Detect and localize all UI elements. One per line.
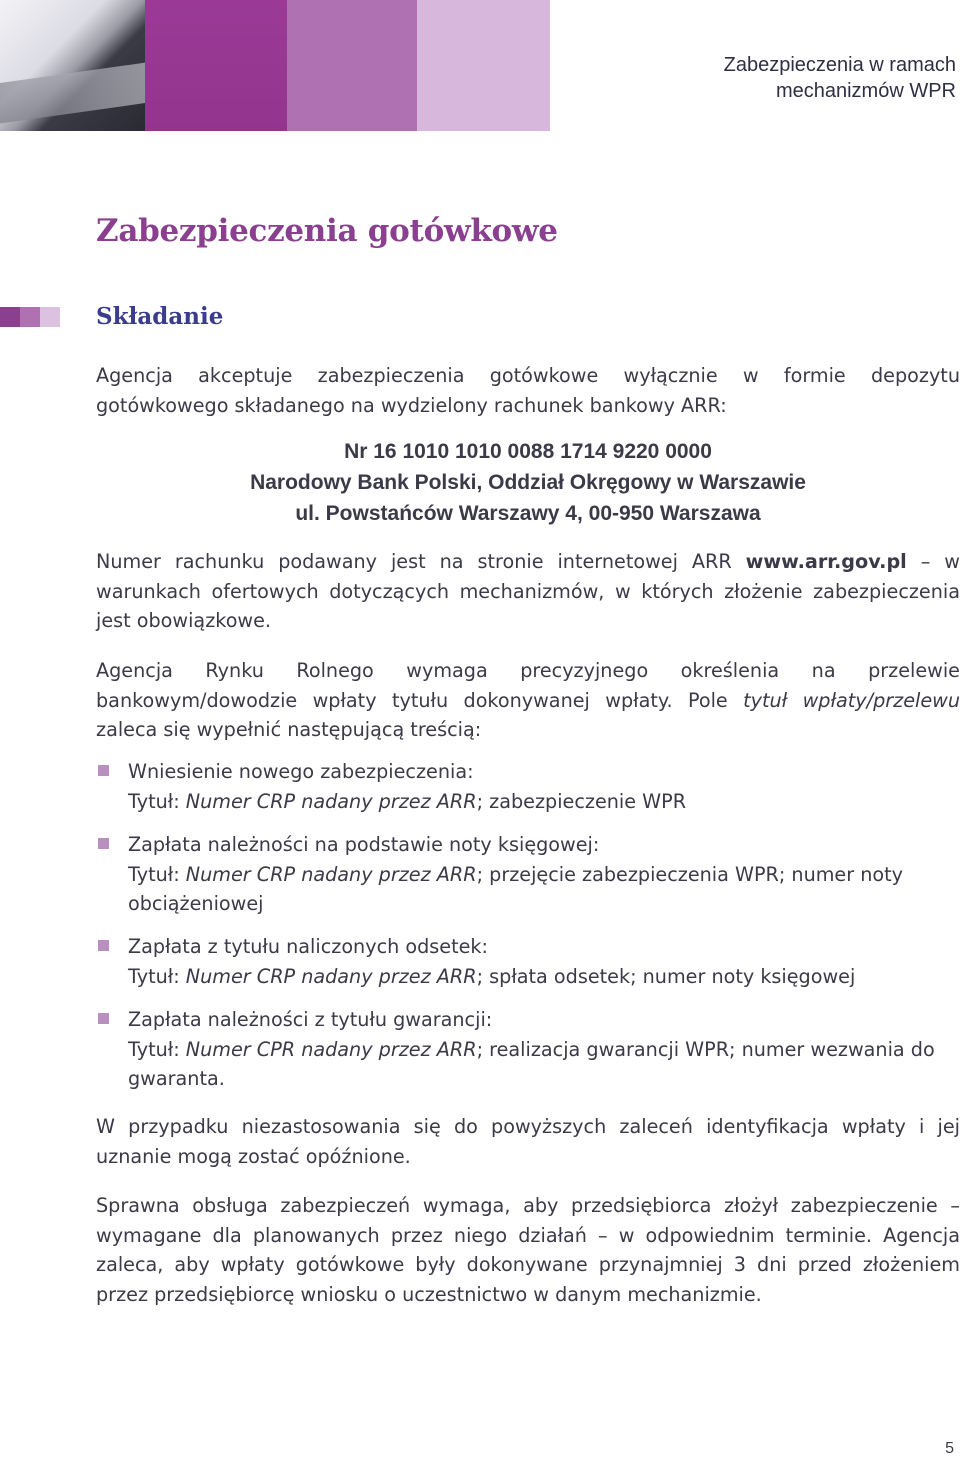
account-info-text-continued: – w warunkach ofertowych dotyczących mechanizmów, w których złożenie zabezpieczenia jest obowiązkowe. xyxy=(96,550,960,632)
bullet-square-icon xyxy=(98,1013,109,1024)
list-item-text xyxy=(128,757,960,816)
page-number: 5 xyxy=(945,1440,954,1457)
bullet-square-icon xyxy=(98,765,109,776)
arr-website-link[interactable]: www.arr.gov.pl xyxy=(745,550,907,573)
page-title: Zabezpieczenia gotówkowe xyxy=(96,213,558,249)
title-placeholder: Numer CPR nadany przez ARR xyxy=(185,1037,477,1061)
list-item-heading: Wniesienie nowego zabezpieczenia: xyxy=(128,760,474,783)
list-item xyxy=(96,932,960,991)
title-rest: ; przejęcie zabezpieczenia WPR; numer noty obciążeniowej xyxy=(128,862,904,915)
title-placeholder: Numer CRP nadany przez ARR xyxy=(185,789,477,813)
list-item-title-line xyxy=(128,1035,960,1094)
bank-address: ul. Powstańców Warszawy 4, 00-950 Warszawa xyxy=(295,502,761,525)
list-item-heading: Zapłata należności na podstawie noty księgowej: xyxy=(128,833,600,856)
warning-paragraph: W przypadku niezastosowania się do powyższych zaleceń identyfikacja wpłaty i jej uznanie mogą zostać opóźnione. xyxy=(96,1115,960,1168)
section-marker-square-mid xyxy=(20,307,40,327)
list-item-heading: Zapłata należności z tytułu gwarancji: xyxy=(128,1008,493,1031)
running-title-line1: Zabezpieczenia w ramach xyxy=(723,54,956,76)
closing-paragraph: Sprawna obsługa zabezpieczeń wymaga, aby przedsiębiorca złożył zabezpieczenie – wymagane dla planowanych przez niego działań – w odpowiednim terminie. Agencja zaleca, aby wpłaty gotówkowe były dokonywane przynajmniej 3 dni przed złożeniem przez przedsiębiorcę wniosku o uczestnictwo w danym mechanizmie. xyxy=(96,1194,960,1306)
account-info-text: Numer rachunku podawany jest na stronie internetowej ARR xyxy=(96,550,746,573)
list-item-text xyxy=(128,1005,960,1094)
title-placeholder: Numer CRP nadany przez ARR xyxy=(185,964,477,988)
transfer-info-paragraph xyxy=(96,656,960,745)
header-banner-image xyxy=(0,0,145,131)
list-item-text xyxy=(128,932,960,991)
title-prefix: Tytuł: xyxy=(128,789,186,813)
title-rest: ; zabezpieczenie WPR xyxy=(476,789,687,813)
header-banner-block-purple xyxy=(145,0,287,131)
transfer-info-text: Agencja Rynku Rolnego wymaga precyzyjnego określenia na przelewie bankowym/dowodzie wpłaty tytułu dokonywanej wpłaty. Pole xyxy=(96,659,960,712)
header-banner-block-violet xyxy=(287,0,417,131)
intro-paragraph: Agencja akceptuje zabezpieczenia gotówkowe wyłącznie w formie depozytu gotówkowego składanego na wydzielony rachunek bankowy ARR: xyxy=(96,364,960,417)
list-item-text xyxy=(128,830,960,919)
list-item-title-line xyxy=(128,860,960,919)
list-item-title-line xyxy=(128,787,960,817)
bullet-square-icon xyxy=(98,838,109,849)
transfer-field-name: tytuł wpłaty/przelewu xyxy=(743,688,960,712)
transfer-info-text-continued: zaleca się wypełnić następującą treścią: xyxy=(96,718,482,741)
bank-details xyxy=(96,436,960,529)
list-item-title-line xyxy=(128,962,960,992)
list-item xyxy=(96,830,960,919)
title-placeholder: Numer CRP nadany przez ARR xyxy=(185,862,477,886)
section-heading: Składanie xyxy=(96,303,224,330)
list-item xyxy=(96,757,960,816)
bank-account-number: Nr 16 1010 1010 0088 1714 9220 0000 xyxy=(344,440,712,463)
section-marker-square-dark xyxy=(0,307,20,327)
title-prefix: Tytuł: xyxy=(128,862,186,886)
banner-stripe xyxy=(0,58,145,125)
title-prefix: Tytuł: xyxy=(128,1037,186,1061)
list-item-heading: Zapłata z tytułu naliczonych odsetek: xyxy=(128,935,489,958)
bullet-square-icon xyxy=(98,940,109,951)
section-marker-square-light xyxy=(40,307,60,327)
title-rest: ; spłata odsetek; numer noty księgowej xyxy=(476,964,856,988)
header-banner-block-lilac xyxy=(417,0,550,131)
running-title xyxy=(724,52,956,104)
running-title-line2: mechanizmów WPR xyxy=(775,80,956,102)
title-prefix: Tytuł: xyxy=(128,964,186,988)
list-item xyxy=(96,1005,960,1094)
bank-branch: Narodowy Bank Polski, Oddział Okręgowy w Warszawie xyxy=(250,471,806,494)
account-info-paragraph xyxy=(96,547,960,636)
title-rest: ; realizacja gwarancji WPR; numer wezwania do gwaranta. xyxy=(128,1037,935,1090)
